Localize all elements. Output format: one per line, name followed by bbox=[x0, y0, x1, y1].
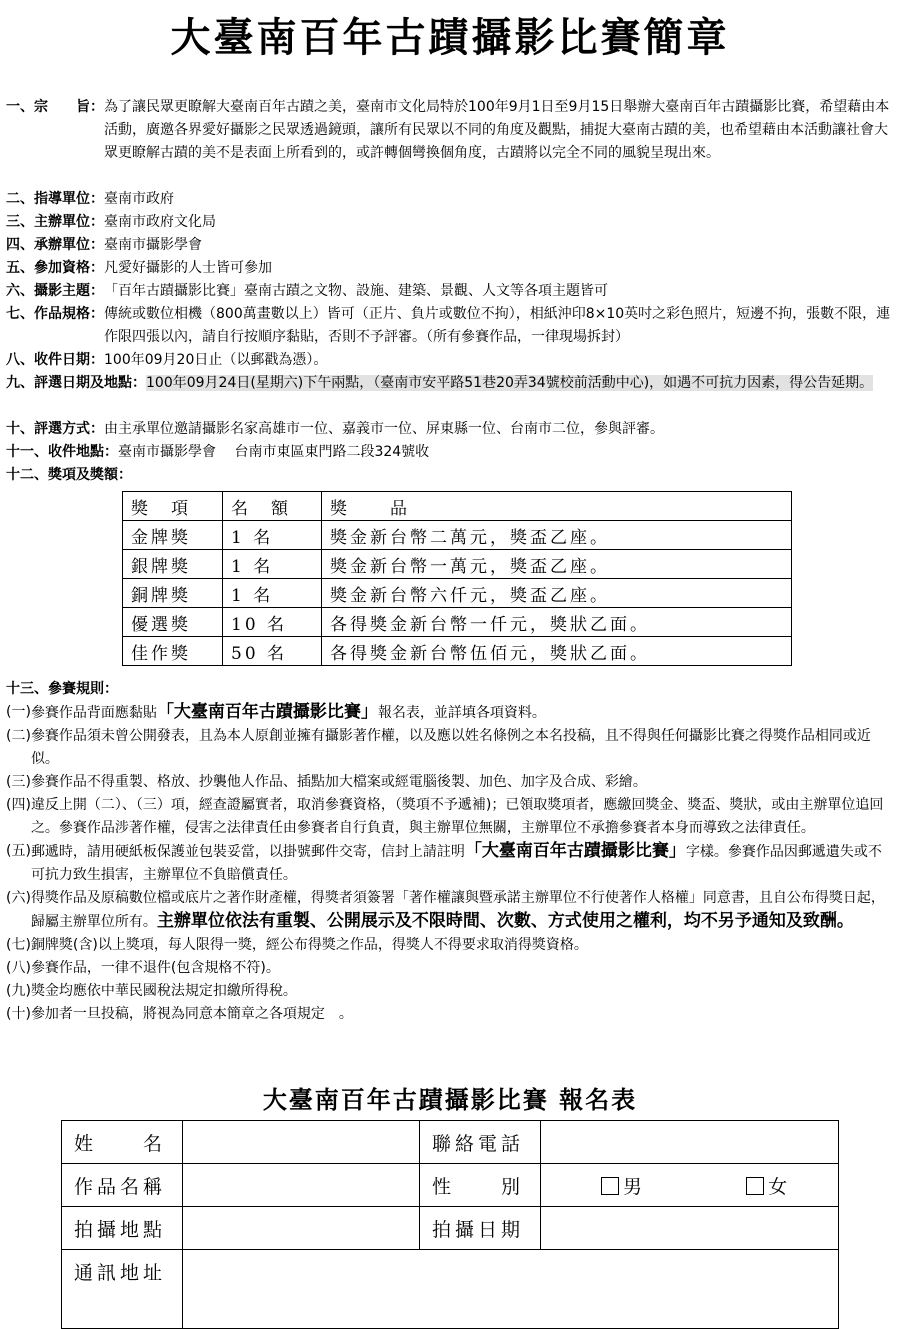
table-cell: 50 名 bbox=[223, 637, 322, 666]
section-supervisor bbox=[6, 188, 892, 211]
rule-number: (四) bbox=[6, 797, 31, 813]
rule-item bbox=[6, 1003, 892, 1026]
form-row bbox=[62, 1164, 839, 1207]
rule-text-part: 郵遞時，請用硬紙板保護並包裝妥當，以掛號郵件交寄，信封上請註明 bbox=[30, 844, 465, 860]
rule-text: 獎金均應依中華民國稅法規定扣繳所得稅。 bbox=[30, 983, 297, 999]
section-label: 四、承辦單位： bbox=[6, 237, 104, 253]
female-option[interactable] bbox=[746, 1176, 791, 1198]
section-label: 十一、收件地點： bbox=[6, 444, 118, 460]
table-row bbox=[123, 637, 792, 666]
shoot-place-field[interactable] bbox=[183, 1207, 420, 1250]
section-label: 一、宗 旨： bbox=[6, 99, 104, 115]
rules-heading: 十三、參賽規則： bbox=[6, 681, 118, 697]
rule-text-part: 字樣。參賽作品因郵遞遺失或不可抗力致生損害，主辦單位不負賠償責任。 bbox=[30, 844, 882, 883]
address-field[interactable] bbox=[183, 1250, 839, 1329]
form-title: 大臺南百年古蹟攝影比賽 報名表 bbox=[262, 1085, 638, 1114]
male-label: 男 bbox=[623, 1175, 647, 1198]
rule-text: 參賽作品不得重製、格放、抄襲他人作品、插點加大檔案或經電腦後製、加色、加字及合成、彩繪。 bbox=[30, 774, 647, 790]
rule-item bbox=[6, 840, 892, 887]
rule-text-part: 參賽作品背面應黏貼 bbox=[30, 705, 157, 721]
rule-item bbox=[6, 771, 892, 794]
rule-number: (一) bbox=[6, 704, 31, 720]
table-cell: 1 名 bbox=[223, 521, 322, 550]
table-row bbox=[123, 550, 792, 579]
table-cell: 獎金新台幣二萬元，獎盃乙座。 bbox=[322, 521, 792, 550]
shoot-place-label: 拍攝地點 bbox=[62, 1207, 183, 1250]
table-row bbox=[123, 579, 792, 608]
section-label: 九、評選日期及地點： bbox=[6, 375, 146, 391]
section-label: 五、參加資格： bbox=[6, 260, 104, 276]
table-cell: 銀牌獎 bbox=[123, 550, 223, 579]
rule-text bbox=[31, 701, 892, 725]
shoot-date-field[interactable] bbox=[541, 1207, 839, 1250]
rule-item bbox=[6, 701, 892, 725]
page-title: 大臺南百年古蹟攝影比賽簡章 bbox=[170, 15, 730, 61]
registration-form bbox=[61, 1120, 839, 1329]
table-cell: 1 名 bbox=[223, 579, 322, 608]
section-text: 凡愛好攝影的人士皆可參加 bbox=[104, 260, 272, 276]
table-cell: 各得獎金新台幣一仟元，獎狀乙面。 bbox=[322, 608, 792, 637]
female-label: 女 bbox=[768, 1175, 792, 1198]
section-label: 三、主辦單位： bbox=[6, 214, 104, 230]
rule-number: (二) bbox=[6, 728, 31, 744]
table-row bbox=[123, 521, 792, 550]
section-label: 十二、獎項及獎額： bbox=[6, 467, 132, 483]
table-row bbox=[123, 608, 792, 637]
table-header: 獎 品 bbox=[322, 492, 792, 521]
section-deadline bbox=[6, 349, 892, 372]
rule-number: (八) bbox=[6, 960, 31, 976]
section-text: 為了讓民眾更瞭解大臺南百年古蹟之美，臺南市文化局特於100年9月1日至9月15日舉辦大臺南百年古蹟攝影比賽，希望藉由本活動，廣邀各界愛好攝影之民眾透過鏡頭，讓所有民眾以不同的角度及觀點，捕捉大臺南古蹟的美，也希望藉由本活動讓社會大眾更瞭解古蹟的美不是表面上所看到的，或許轉個彎換個角度，古蹟將以完全不同的風貌呈現出來。 bbox=[104, 99, 890, 161]
rule-number: (十) bbox=[6, 1006, 31, 1022]
section-text: 臺南市政府 bbox=[104, 191, 174, 207]
table-cell: 10 名 bbox=[223, 608, 322, 637]
table-cell: 佳作獎 bbox=[123, 637, 223, 666]
rule-item bbox=[6, 725, 892, 771]
section-label: 七、作品規格： bbox=[6, 306, 104, 322]
section-submit-place bbox=[6, 441, 892, 464]
table-cell: 1 名 bbox=[223, 550, 322, 579]
section-spec bbox=[6, 303, 892, 349]
section-judging-method bbox=[6, 418, 892, 441]
section-text: 由主承單位邀請攝影名家高雄市一位、嘉義市一位、屏東縣一位、台南市二位，參與評審。 bbox=[104, 421, 664, 437]
section-label: 八、收件日期： bbox=[6, 352, 104, 368]
form-row bbox=[62, 1207, 839, 1250]
section-eligibility bbox=[6, 257, 892, 280]
rule-text bbox=[31, 840, 892, 887]
rule-item bbox=[6, 980, 892, 1003]
rule-emphasis: 主辦單位依法有重製、公開展示及不限時間、次數、方式使用之權利，均不另予通知及致酬。 bbox=[156, 911, 854, 931]
rule-item bbox=[6, 934, 892, 957]
rule-text: 銅牌獎(含)以上獎項，每人限得一獎，經公布得獎之作品，得獎人不得要求取消得獎資格。 bbox=[30, 937, 588, 953]
prize-table bbox=[122, 491, 792, 666]
section-executor bbox=[6, 234, 892, 257]
rule-text: 參賽作品，一律不退件(包含規格不符)。 bbox=[30, 960, 280, 976]
section-label: 六、攝影主題： bbox=[6, 283, 104, 299]
rule-text: 違反上開（二）、（三）項，經查證屬實者，取消參賽資格，（獎項不予遞補)；已領取獎項者，應繳回獎金、獎盃、獎狀，或由主辦單位追回之。參賽作品涉著作權，侵害之法律責任由參賽者自行負責，與主辦單位無關，主辦單位不承擔參賽者本身而導致之法律責任。 bbox=[30, 797, 884, 836]
phone-field[interactable] bbox=[541, 1121, 839, 1164]
rule-number: (六) bbox=[6, 890, 31, 906]
rule-text: 參賽作品須未曾公開發表，且為本人原創並擁有攝影著作權，以及應以姓名條例之本名投稿，且不得與任何攝影比賽之得獎作品相同或近似。 bbox=[30, 728, 871, 767]
table-header: 獎 項 bbox=[123, 492, 223, 521]
rule-number: (三) bbox=[6, 774, 31, 790]
rule-item bbox=[6, 794, 892, 840]
rule-number: (七) bbox=[6, 937, 31, 953]
table-cell: 各得獎金新台幣伍佰元，獎狀乙面。 bbox=[322, 637, 792, 666]
gender-label: 性 別 bbox=[420, 1164, 541, 1207]
rules-section bbox=[6, 678, 892, 1026]
section-label: 二、指導單位： bbox=[6, 191, 104, 207]
rule-item bbox=[6, 887, 892, 934]
section-text: 臺南市攝影學會 台南市東區東門路二段324號收 bbox=[118, 444, 430, 460]
rule-item bbox=[6, 957, 892, 980]
table-cell: 優選獎 bbox=[123, 608, 223, 637]
table-header-row bbox=[123, 492, 792, 521]
section-text: 傳統或數位相機（800萬畫數以上）皆可（正片、負片或數位不拘），相紙沖印8×10英吋之彩色照片，短邊不拘，張數不限，連作限四張以內，請自行按順序黏貼，否則不予評審。（所有參賽作品，一律現場拆封） bbox=[104, 306, 891, 345]
name-field[interactable] bbox=[183, 1121, 420, 1164]
shoot-date-label: 拍攝日期 bbox=[420, 1207, 541, 1250]
female-checkbox[interactable] bbox=[746, 1177, 764, 1195]
rule-emphasis: 「大臺南百年古蹟攝影比賽」 bbox=[156, 702, 378, 722]
section-theme bbox=[6, 280, 892, 303]
section-organizer bbox=[6, 211, 892, 234]
rule-text bbox=[31, 887, 892, 934]
form-row bbox=[62, 1121, 839, 1164]
section-text: 臺南市攝影學會 bbox=[104, 237, 202, 253]
rule-number: (五) bbox=[6, 843, 31, 859]
table-cell: 銅牌獎 bbox=[123, 579, 223, 608]
section-purpose bbox=[6, 96, 892, 165]
form-row bbox=[62, 1250, 839, 1329]
rule-text: 參加者一旦投稿，將視為同意本簡章之各項規定 。 bbox=[30, 1006, 353, 1022]
work-title-label: 作品名稱 bbox=[62, 1164, 183, 1207]
section-text: 100年09月20日止（以郵戳為憑）。 bbox=[104, 352, 328, 368]
section-text: 「百年古蹟攝影比賽」臺南古蹟之文物、設施、建築、景觀、人文等各項主題皆可 bbox=[104, 283, 608, 299]
phone-label: 聯絡電話 bbox=[420, 1121, 541, 1164]
section-label: 十、評選方式： bbox=[6, 421, 104, 437]
section-text: 100年09月24日(星期六)下午兩點，（臺南市安平路51巷20弄34號校前活動中心)，如遇不可抗力因素，得公告延期。 bbox=[146, 375, 874, 391]
section-prizes bbox=[6, 464, 892, 487]
table-header: 名 額 bbox=[223, 492, 322, 521]
rule-number: (九) bbox=[6, 983, 31, 999]
rule-emphasis: 「大臺南百年古蹟攝影比賽」 bbox=[464, 841, 686, 861]
work-title-field[interactable] bbox=[183, 1164, 420, 1207]
table-cell: 金牌獎 bbox=[123, 521, 223, 550]
table-cell: 獎金新台幣一萬元，獎盃乙座。 bbox=[322, 550, 792, 579]
male-option[interactable] bbox=[601, 1176, 646, 1198]
rule-text-part: 報名表，並詳填各項資料。 bbox=[377, 705, 546, 721]
table-cell: 獎金新台幣六仟元，獎盃乙座。 bbox=[322, 579, 792, 608]
name-label: 姓 名 bbox=[62, 1121, 183, 1164]
gender-field bbox=[541, 1164, 839, 1207]
address-label: 通訊地址 bbox=[62, 1250, 183, 1329]
section-text: 臺南市政府文化局 bbox=[104, 214, 216, 230]
section-judging-date bbox=[6, 372, 892, 395]
male-checkbox[interactable] bbox=[601, 1177, 619, 1195]
rule-text-part: 得獎作品及原稿數位檔或底片之著作財產權，得獎者須簽署「著作權讓與暨承諾主辦單位不行使著作人格權」同意書，且自公布得獎日起，歸屬主辦單位所有。 bbox=[30, 890, 885, 930]
